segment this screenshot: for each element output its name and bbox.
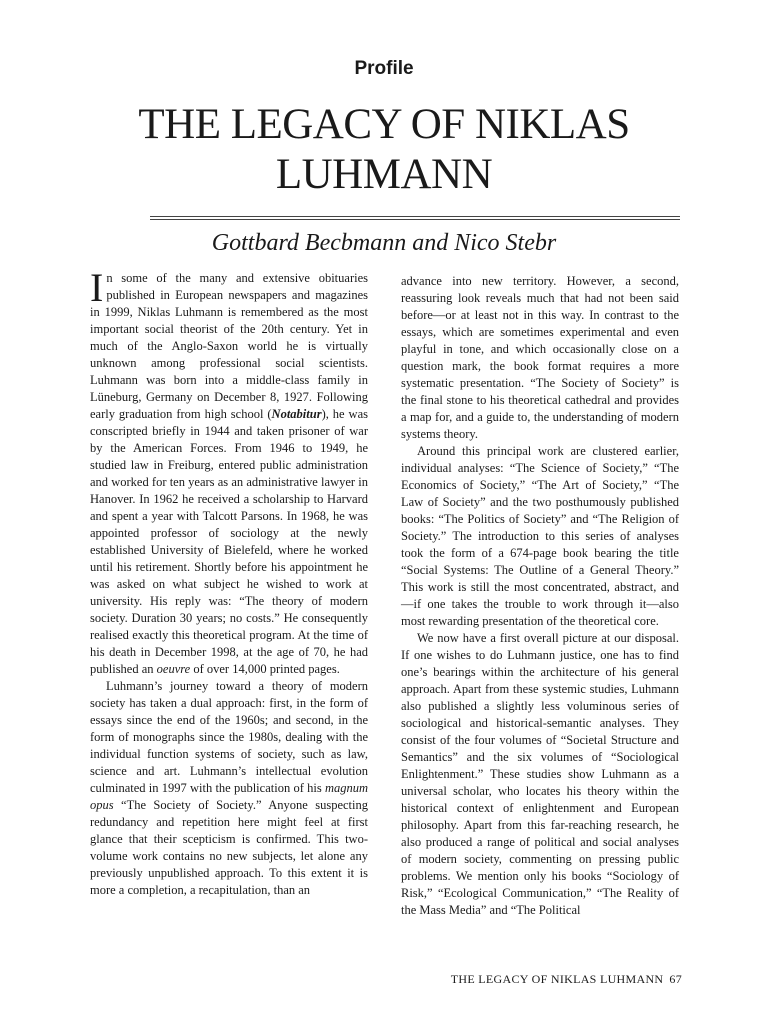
italic-term: oeuvre — [156, 662, 191, 676]
article-title — [0, 100, 768, 200]
title-line-2: LUHMANN — [275, 151, 493, 198]
italic-term: Notabitur — [271, 407, 322, 421]
left-column — [90, 265, 368, 899]
page-footer — [445, 972, 682, 987]
drop-cap: I — [90, 265, 104, 310]
running-title: THE LEGACY OF NIKLAS LUHMANN — [450, 972, 664, 986]
page-number: 67 — [669, 972, 682, 986]
paragraph: advance into new territory. However, a second, reassuring look reveals much that had not been said before—or at least not in this way. In contrast to the essays, which are sometimes experimental and even playful in tone, and which occasionally close on a question mark, the book format requires a more systematic presentation. “The Society of Society” is the final stone to his theoretical cathedral and provides a map for, and a guide to, the understanding of modern systems theory. — [401, 274, 679, 441]
title-divider — [150, 216, 680, 220]
text-run: Luhmann’s journey toward a theory of modern society has taken a dual approach: first, in the form of essays since the end of the 1960s; and second, in the form of monographs since the 1980s, dealing with the individual function systems of society, such as law, science and art. Luhmann’s intellectual evolution culminated in 1997 with the publication of his — [90, 679, 368, 795]
paragraph — [90, 678, 368, 899]
paragraph: We now have a first overall picture at our disposal. If one wishes to do Luhmann justice, one has to find one’s bearings within the architecture of his general approach. Apart from these systemic studies, Luhmann also published a slightly less voluminous series of sociological and historical-semantic analyses. They consist of the four volumes of “Societal Structure and Semantics” and the six volumes of “Sociological Enlightenment.” These studies show Luhmann as a universal scholar, who locates his theory within the historical context of enlightenment and European philosophy. Apart from this far-reaching research, he also produced a range of political and social analyses of modern society, commenting on pressing public problems. We mention only his books “Sociology of Risk,” “Ecological Communication,” “The Reality of the Mass Media” and “The Political — [401, 631, 679, 917]
text-run: of over 14,000 printed pages. — [190, 662, 340, 676]
text-run: “The Society of Society.” Anyone suspecting redundancy and repetition here might feel at first glance that their scepticism is confirmed. This two-volume work contains no new subjects, let alone any previously unpublished approach. To this extent it is more a completion, a recapitulation, than an — [90, 798, 368, 897]
paragraph — [90, 265, 368, 678]
authors: Gottbard Becbmann and Nico Stebr — [211, 230, 557, 256]
paragraph: Around this principal work are clustered earlier, individual analyses: “The Science of Society,” “The Economics of Society,” “The Art of Society,” “The Law of Society” and the two posthumously published books: “The Politics of Society” and “The Religion of Society.” The introduction to this series of analyses took the form of a 674-page book bearing the title “Social Systems: The Outline of a General Theory.” This work is still the most concentrated, abstract, and—if one takes the trouble to work through it—also most rewarding presentation of the theoretical core. — [401, 444, 679, 628]
title-line-1: THE LEGACY OF NIKLAS — [138, 101, 630, 148]
section-label: Profile — [354, 58, 414, 79]
right-column — [401, 273, 679, 919]
italic-term: magnum opus — [90, 781, 368, 812]
text-run: ), he was conscripted briefly in 1944 and taken prisoner of war by the American Forces. From 1946 to 1949, he studied law in Freiburg, entered public administration and worked for ten years as an administrative lawyer in Hanover. In 1962 he received a scholarship to Harvard and spent a year with Talcott Parsons. In 1968, he was appointed professor of sociology at the newly established University of Bielefeld, where he worked until his retirement. Shortly before his appointment he was asked on what subject he wished to work at university. His reply was: “The theory of modern society. Duration 30 years; no costs.” He consequently realised exactly this theoretical program. At the time of his death in December 1998, at the age of 70, he had published an — [90, 407, 368, 676]
text-run: n some of the many and extensive obituaries published in European newspapers and magazines in 1999, Niklas Luhmann is remembered as the most important social theorist of the 20th century. Yet in much of the Anglo-Saxon world he is virtually unknown among professional social scientists. Luhmann was born into a middle-class family in Lüneburg, Germany on December 8, 1927. Following early graduation from high school ( — [90, 271, 368, 421]
